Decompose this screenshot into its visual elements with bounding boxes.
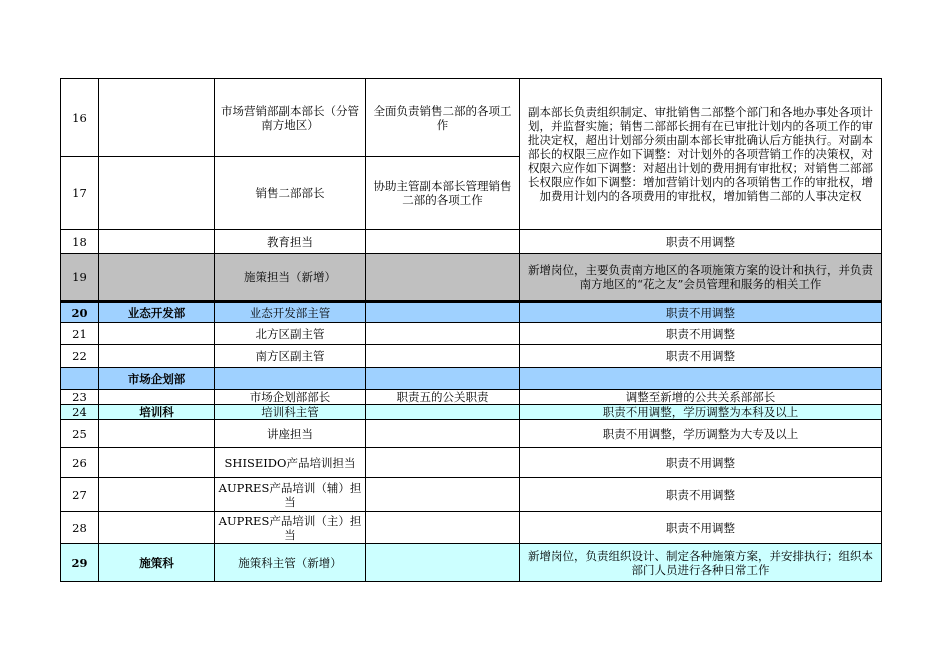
row-number: 23 xyxy=(61,390,99,405)
row-number: 21 xyxy=(61,323,99,345)
position-cell: SHISEIDO产品培训担当 xyxy=(215,448,366,478)
position-cell: 教育担当 xyxy=(215,230,366,254)
table-row xyxy=(61,79,882,157)
position-cell: 讲座担当 xyxy=(215,420,366,448)
position-cell: 北方区副主管 xyxy=(215,323,366,345)
position-cell: 销售二部部长 xyxy=(215,157,366,230)
adjust-cell xyxy=(520,368,882,390)
position-cell: 市场企划部部长 xyxy=(215,390,366,405)
dept-cell: 业态开发部 xyxy=(99,302,215,323)
duty-cell xyxy=(366,302,520,323)
position-cell: 施策科主管（新增） xyxy=(215,544,366,582)
duty-cell xyxy=(366,512,520,544)
position-cell: AUPRES产品培训（辅）担当 xyxy=(215,478,366,512)
row-number: 28 xyxy=(61,512,99,544)
table-row xyxy=(61,323,882,345)
position-cell xyxy=(215,368,366,390)
duty-cell xyxy=(366,478,520,512)
row-number: 16 xyxy=(61,79,99,157)
duty-cell xyxy=(366,405,520,420)
position-cell: 市场营销部副本部长（分管南方地区） xyxy=(215,79,366,157)
dept-cell xyxy=(99,478,215,512)
duty-cell xyxy=(366,254,520,302)
duty-cell xyxy=(366,420,520,448)
duty-cell xyxy=(366,230,520,254)
row-number: 20 xyxy=(61,302,99,323)
dept-cell xyxy=(99,157,215,230)
adjust-cell: 新增岗位，负责组织设计、制定各种施策方案，并安排执行；组织本部门人员进行各种日常工作 xyxy=(520,544,882,582)
adjust-cell: 职责不用调整 xyxy=(520,478,882,512)
dept-cell xyxy=(99,390,215,405)
adjust-cell: 调整至新增的公共关系部部长 xyxy=(520,390,882,405)
row-number: 24 xyxy=(61,405,99,420)
dept-cell: 培训科 xyxy=(99,405,215,420)
position-cell: AUPRES产品培训（主）担当 xyxy=(215,512,366,544)
dept-cell xyxy=(99,345,215,368)
table-row xyxy=(61,230,882,254)
position-cell: 南方区副主管 xyxy=(215,345,366,368)
table-row xyxy=(61,368,882,390)
table-row xyxy=(61,302,882,323)
duty-cell xyxy=(366,448,520,478)
row-number: 29 xyxy=(61,544,99,582)
adjust-cell: 职责不用调整，学历调整为大专及以上 xyxy=(520,420,882,448)
row-number: 18 xyxy=(61,230,99,254)
row-number: 17 xyxy=(61,157,99,230)
adjust-cell: 职责不用调整 xyxy=(520,323,882,345)
table-row xyxy=(61,345,882,368)
table-row xyxy=(61,544,882,582)
table-row xyxy=(61,405,882,420)
dept-cell xyxy=(99,230,215,254)
row-number xyxy=(61,368,99,390)
duty-cell xyxy=(366,345,520,368)
dept-cell xyxy=(99,79,215,157)
table-row xyxy=(61,478,882,512)
adjust-cell: 职责不用调整 xyxy=(520,230,882,254)
adjust-cell-merged: 副本部长负责组织制定、审批销售二部整个部门和各地办事处各项计划，并监督实施；销售二部部长拥有在已审批计划内的各项工作的审批决定权，超出计划部分须由副本部长审批确认后方能执行。对副本部长的权限三应作如下调整：对计划外的各项营销工作的决策权，对权限六应作如下调整：对超出计划的费用拥有审批权；对销售二部部长权限应作如下调整：增加营销计划内的各项销售工作的审批权，增加费用计划内的各项费用的审批权，增加销售二部的人事决定权 xyxy=(520,79,882,230)
dept-cell xyxy=(99,420,215,448)
dept-cell xyxy=(99,323,215,345)
duty-cell: 职责五的公关职责 xyxy=(366,390,520,405)
duty-cell xyxy=(366,544,520,582)
adjust-cell: 职责不用调整 xyxy=(520,345,882,368)
adjust-cell: 职责不用调整 xyxy=(520,302,882,323)
duty-cell: 全面负责销售二部的各项工作 xyxy=(366,79,520,157)
row-number: 22 xyxy=(61,345,99,368)
row-number: 25 xyxy=(61,420,99,448)
duty-cell xyxy=(366,368,520,390)
table-row xyxy=(61,448,882,478)
row-number: 27 xyxy=(61,478,99,512)
position-cell: 施策担当（新增） xyxy=(215,254,366,302)
dept-cell: 施策科 xyxy=(99,544,215,582)
dept-cell: 市场企划部 xyxy=(99,368,215,390)
position-cell: 业态开发部主管 xyxy=(215,302,366,323)
adjust-cell: 职责不用调整 xyxy=(520,512,882,544)
position-table xyxy=(60,78,882,582)
table-row xyxy=(61,254,882,302)
table-row xyxy=(61,512,882,544)
table-row xyxy=(61,390,882,405)
duty-cell: 协助主管副本部长管理销售二部的各项工作 xyxy=(366,157,520,230)
dept-cell xyxy=(99,512,215,544)
adjust-cell: 新增岗位，主要负责南方地区的各项施策方案的设计和执行，并负责南方地区的“花之友”会员管理和服务的相关工作 xyxy=(520,254,882,302)
dept-cell xyxy=(99,448,215,478)
row-number: 26 xyxy=(61,448,99,478)
adjust-cell: 职责不用调整 xyxy=(520,448,882,478)
row-number: 19 xyxy=(61,254,99,302)
adjust-cell: 职责不用调整，学历调整为本科及以上 xyxy=(520,405,882,420)
dept-cell xyxy=(99,254,215,302)
position-cell: 培训科主管 xyxy=(215,405,366,420)
duty-cell xyxy=(366,323,520,345)
table-row xyxy=(61,420,882,448)
